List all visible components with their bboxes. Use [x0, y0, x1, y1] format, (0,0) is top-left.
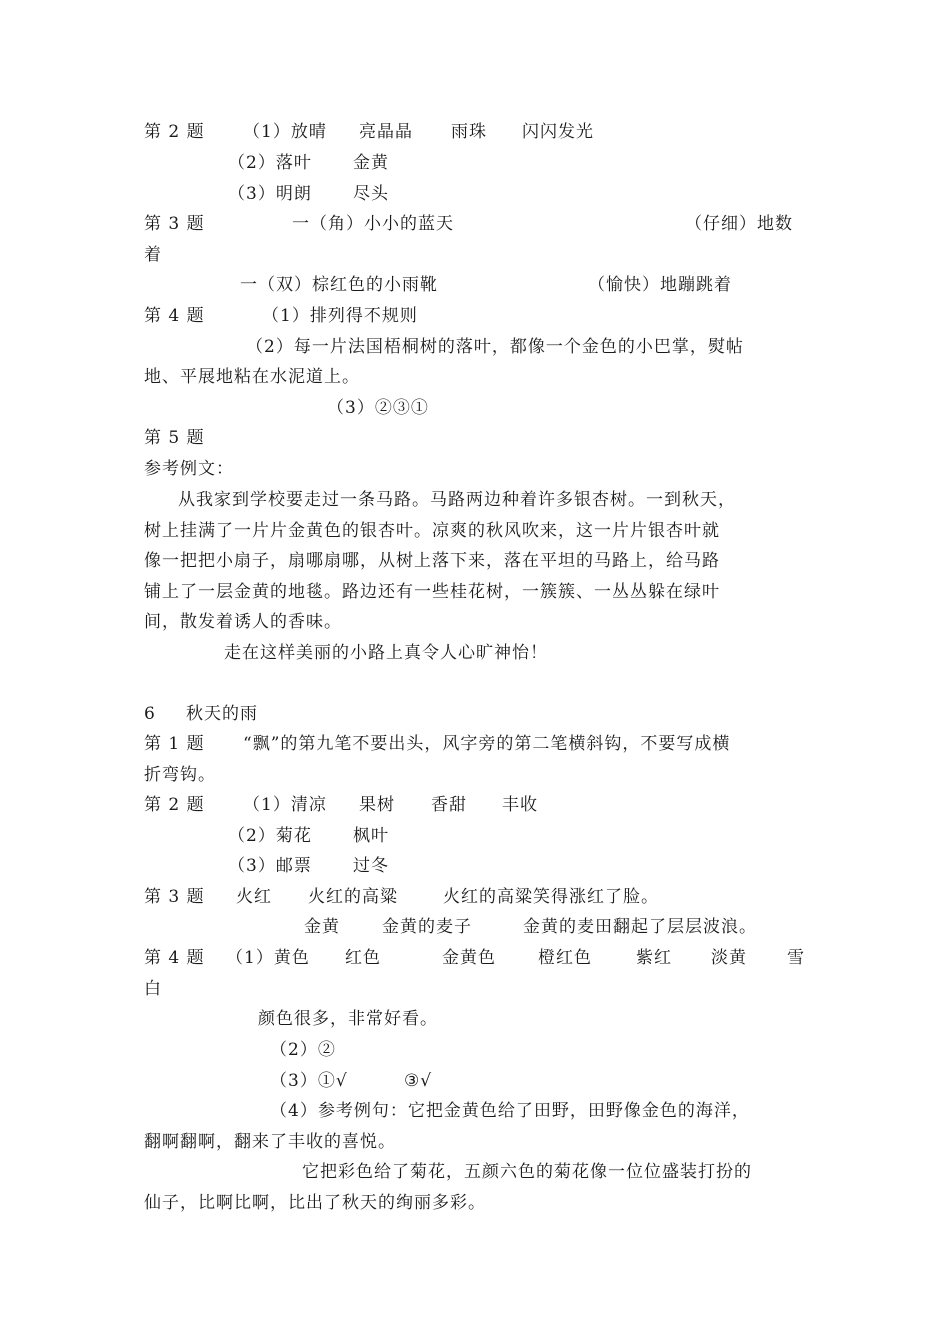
- answer-item: 亮晶晶: [359, 122, 413, 142]
- answer-item: 着: [144, 245, 162, 265]
- answer-item: 金黄: [304, 917, 340, 937]
- essay-line: 间，散发着诱人的香味。: [144, 612, 342, 632]
- essay-line: 像一把把小扇子，扇哪扇哪，从树上落下来，落在平坦的马路上，给马路: [144, 551, 720, 571]
- answer-item: 白: [144, 979, 162, 999]
- answer-item: 一（角）小小的蓝天: [292, 214, 454, 234]
- answer-item: ③√: [404, 1071, 433, 1091]
- answer-item: 金黄的麦子: [382, 917, 472, 937]
- answer-item: （3）①√: [270, 1071, 348, 1091]
- answer-item: （愉快）地蹦跳着: [588, 275, 732, 295]
- q2-label: 第 2 题: [144, 795, 205, 815]
- answer-item: （3）明朗: [228, 184, 312, 204]
- answer-item: 过冬: [353, 856, 389, 876]
- answer-item: 淡黄: [711, 948, 747, 968]
- essay-line: 从我家到学校要走过一条马路。马路两边种着许多银杏树。一到秋天，: [178, 490, 736, 510]
- answer-item: 果树: [359, 795, 395, 815]
- answer-item: 仙子，比啊比啊，比出了秋天的绚丽多彩。: [144, 1193, 486, 1213]
- answer-item: 红色: [345, 948, 381, 968]
- essay-line: 树上挂满了一片片金黄色的银杏叶。凉爽的秋风吹来，这一片片银杏叶就: [144, 521, 720, 541]
- q4-label: 第 4 题: [144, 948, 205, 968]
- answer-item: 折弯钩。: [144, 765, 216, 785]
- answer-item: “飘”的第九笔不要出头，风字旁的第二笔横斜钩，不要写成横: [243, 734, 731, 754]
- lesson-title: 秋天的雨: [186, 704, 258, 724]
- answer-item: （1）黄色: [226, 948, 310, 968]
- answer-item: （2）每一片法国梧桐树的落叶，都像一个金色的小巴掌，熨帖: [246, 337, 744, 357]
- answer-item: 翻啊翻啊，翻来了丰收的喜悦。: [144, 1132, 396, 1152]
- essay-line: 走在这样美丽的小路上真令人心旷神怡！: [224, 643, 548, 663]
- q4-label: 第 4 题: [144, 306, 205, 326]
- answer-item: 雪: [787, 948, 805, 968]
- answer-item: 金黄色: [442, 948, 496, 968]
- answer-item: （2）落叶: [228, 153, 312, 173]
- answer-item: 丰收: [502, 795, 538, 815]
- q1-label: 第 1 题: [144, 734, 205, 754]
- answer-item: （2）菊花: [228, 826, 312, 846]
- answer-item: （3）邮票: [228, 856, 312, 876]
- q3-label: 第 3 题: [144, 887, 205, 907]
- q5-label: 第 5 题: [144, 428, 205, 448]
- answer-item: 地、平展地粘在水泥道上。: [144, 367, 360, 387]
- answer-item: 尽头: [353, 184, 389, 204]
- answer-item: （2）②: [270, 1040, 336, 1060]
- answer-item: 它把彩色给了菊花，五颜六色的菊花像一位位盛装打扮的: [302, 1162, 752, 1182]
- answer-item: 枫叶: [353, 826, 389, 846]
- answer-item: （4）参考例句：它把金黄色给了田野，田野像金色的海洋，: [270, 1101, 750, 1121]
- answer-item: （1）清凉: [243, 795, 327, 815]
- answer-item: 香甜: [431, 795, 467, 815]
- answer-item: 火红的高粱: [308, 887, 398, 907]
- answer-item: 一（双）棕红色的小雨靴: [240, 275, 438, 295]
- essay-line: 铺上了一层金黄的地毯。路边还有一些桂花树，一簇簇、一丛丛躲在绿叶: [144, 582, 720, 602]
- answer-item: （1）放晴: [243, 122, 327, 142]
- reference-heading: 参考例文：: [144, 459, 234, 479]
- answer-item: 颜色很多，非常好看。: [258, 1009, 438, 1029]
- answer-item: 金黄: [353, 153, 389, 173]
- answer-item: 紫红: [636, 948, 672, 968]
- q3-label: 第 3 题: [144, 214, 205, 234]
- answer-item: 闪闪发光: [522, 122, 594, 142]
- answer-item: 橙红色: [538, 948, 592, 968]
- lesson-number: 6: [144, 704, 156, 724]
- answer-item: （仔细）地数: [685, 214, 793, 234]
- answer-item: （3）②③①: [327, 398, 429, 418]
- answer-item: 金黄的麦田翻起了层层波浪。: [523, 917, 757, 937]
- q2-label: 第 2 题: [144, 122, 205, 142]
- answer-item: 雨珠: [451, 122, 487, 142]
- answer-item: （1）排列得不规则: [262, 306, 418, 326]
- answer-item: 火红: [236, 887, 272, 907]
- answer-item: 火红的高粱笑得涨红了脸。: [443, 887, 659, 907]
